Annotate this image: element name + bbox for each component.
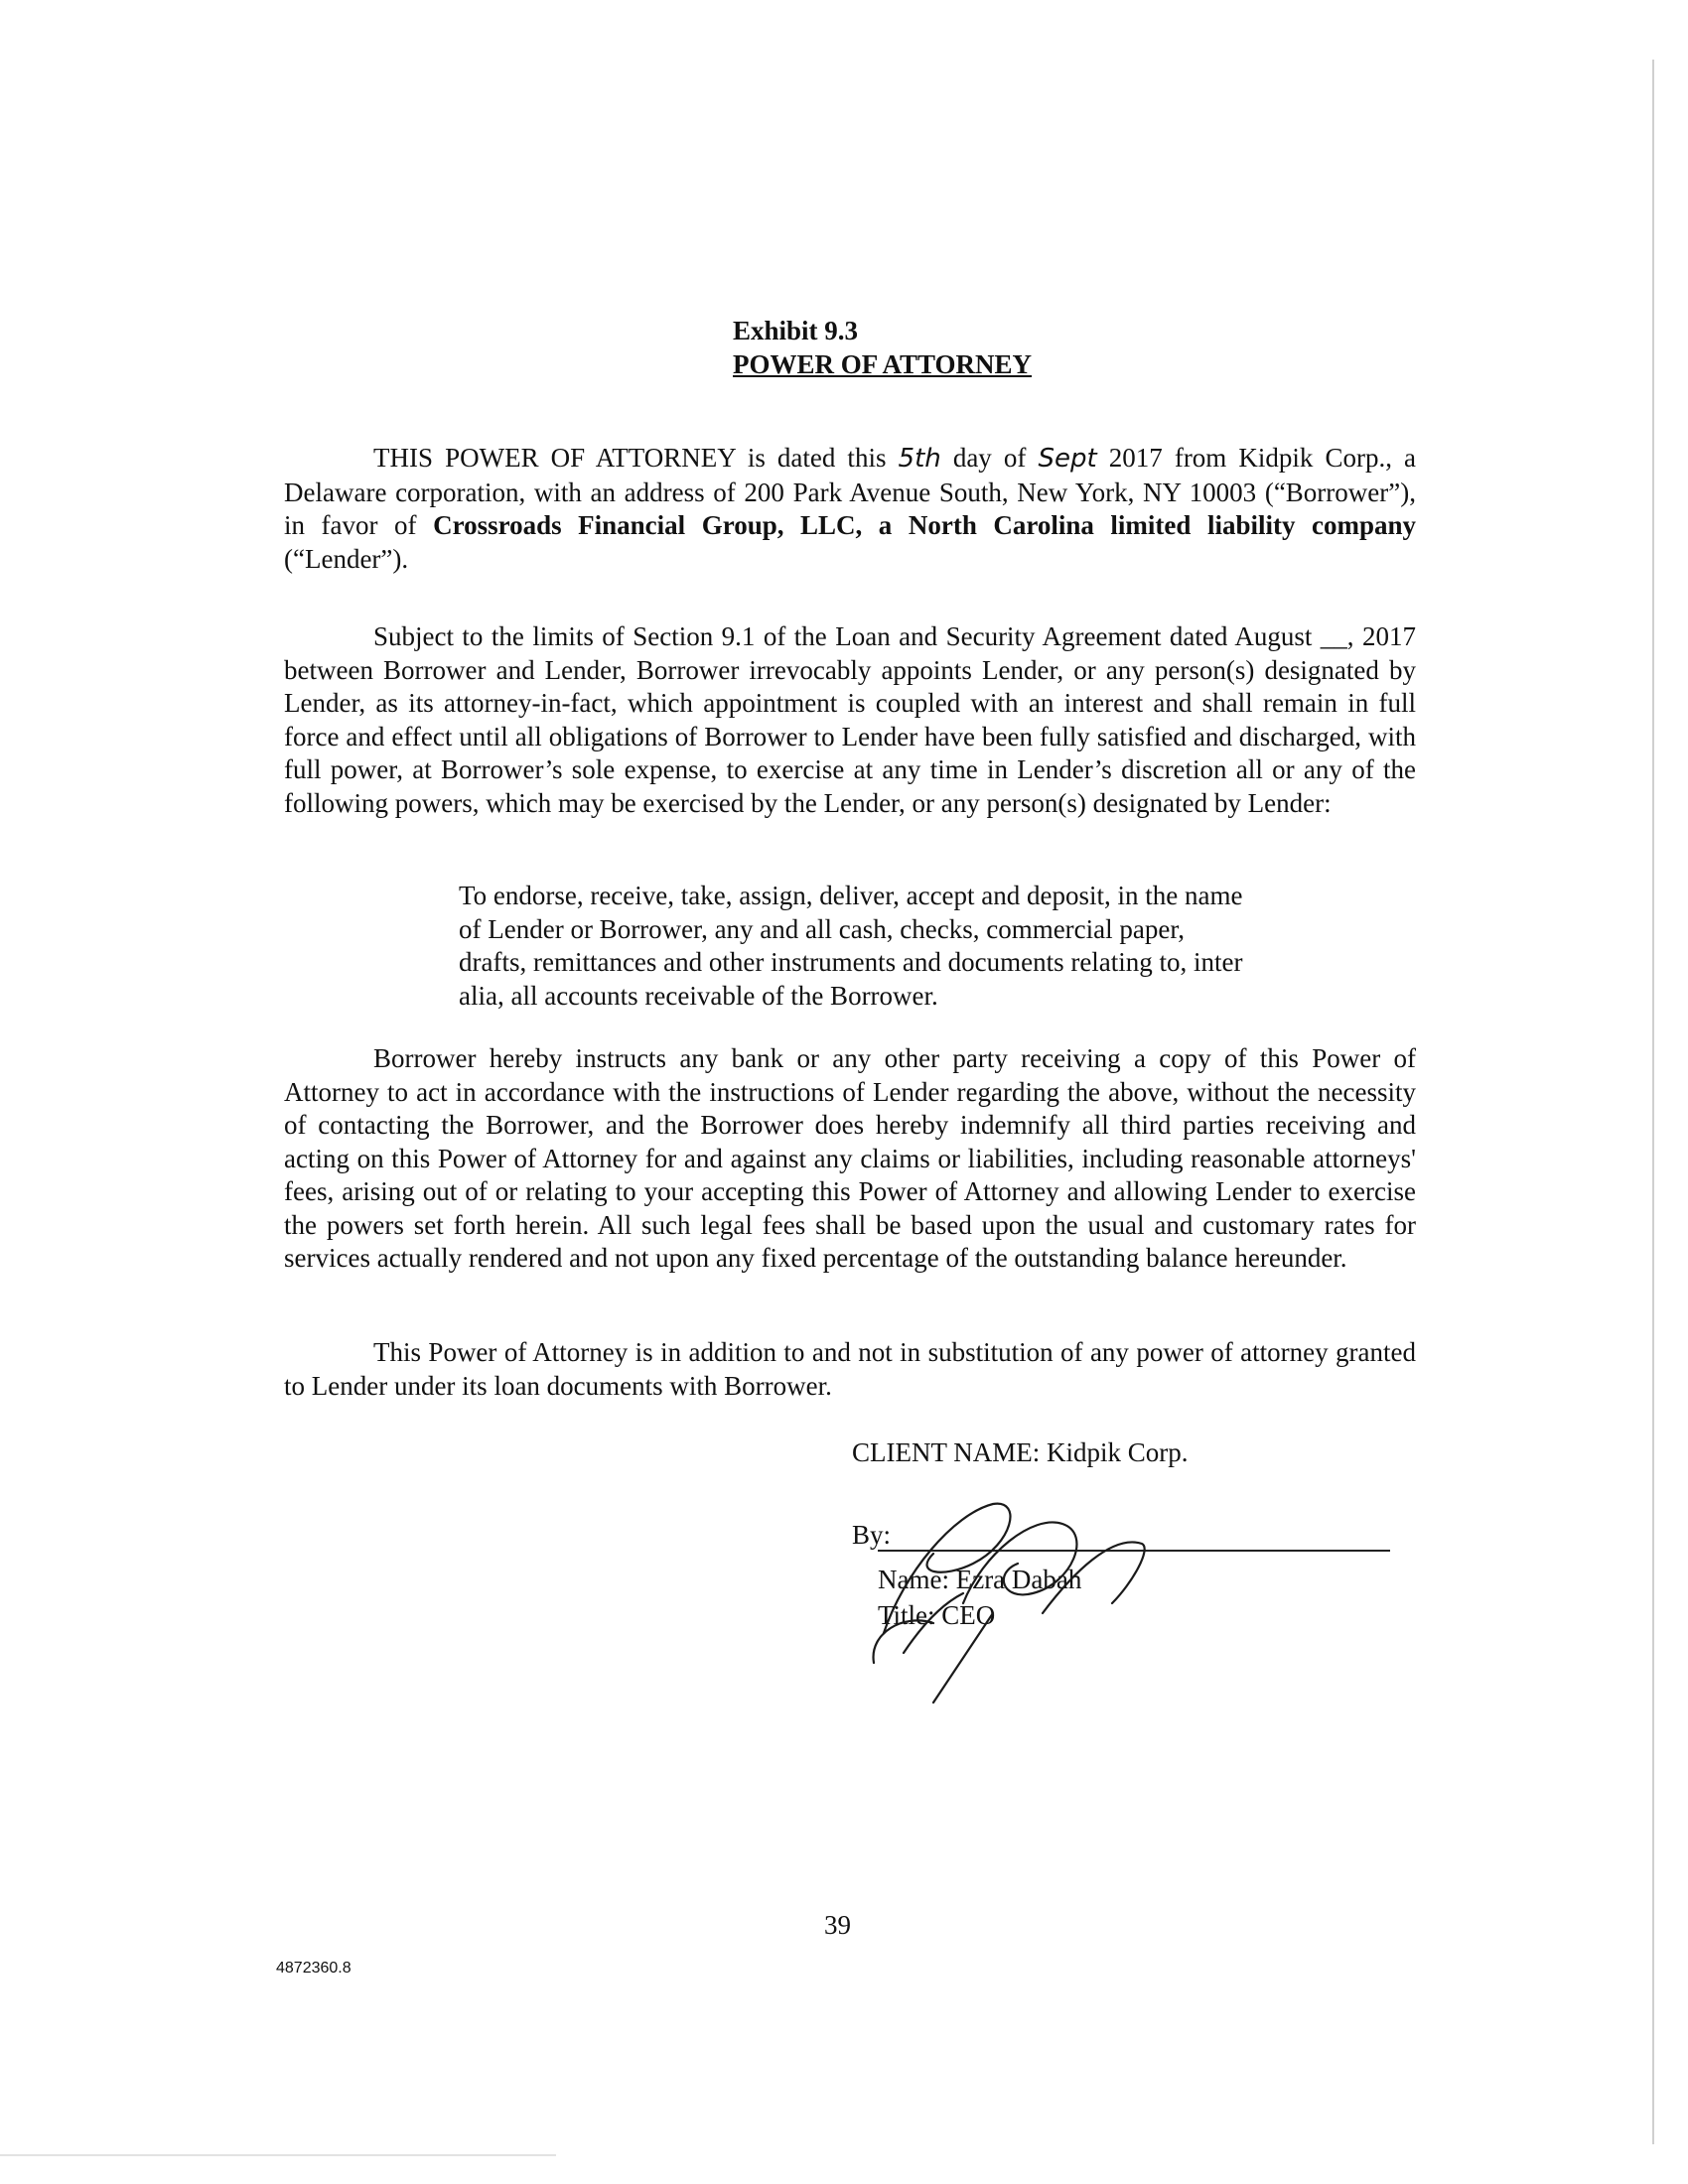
lender-name: Crossroads Financial Group, LLC, a North Carolina limited liability company — [433, 510, 1416, 540]
paragraph-4 — [284, 1336, 1416, 1403]
client-name-line: CLIENT NAME: Kidpik Corp. — [852, 1437, 1189, 1467]
exhibit-heading — [733, 314, 1032, 381]
signer-title: Title: CEO — [878, 1600, 996, 1630]
paragraph-3 — [284, 1042, 1416, 1276]
p2-text: Subject to the limits of Section 9.1 of the Loan and Security Agreement dated August __, 2017 between Borrower and Lender, Borrower irrevocably appoints Lender, or any person(s) designated by Lender, as its attorney-in-fact, which appointment is coupled with an interest and shall remain in full force and effect until all obligations of Borrower to Lender have been fully satisfied and discharged, with full power, at Borrower’s sole expense, to exercise at any time in Lender’s discretion all or any of the following powers, which may be exercised by the Lender, or any person(s) designated by Lender: — [284, 621, 1416, 818]
p1-end: (“Lender”). — [284, 543, 409, 574]
scan-edge-line — [1652, 60, 1654, 2144]
handwritten-signature — [844, 1454, 1182, 1712]
signer-name: Name: Ezra Dabah — [878, 1565, 1082, 1594]
document-id: 4872360.8 — [276, 1960, 352, 1977]
powers-block-quote: To endorse, receive, take, assign, deliver, accept and deposit, in the name of Lender or Borrower, any and all cash, checks, commercial paper, drafts, remittances and other instruments and documents relating to, inter alia, all accounts receivable of the Borrower. — [459, 881, 1243, 1011]
scan-bottom-line — [0, 2154, 556, 2156]
page-number: 39 — [824, 1910, 851, 1940]
p4-text: This Power of Attorney is in addition to and not in substitution of any power of attorney granted to Lender under its loan documents with Borrower. — [284, 1337, 1416, 1401]
p1-mid: day of — [952, 443, 1027, 473]
p1-tail: 2017 from Kidpik Corp., a Delaware corporation, with an address of 200 Park Avenue South, New York, NY 10003 (“Borrower”), in favor of — [284, 443, 1417, 540]
by-label: By: — [852, 1520, 892, 1550]
paragraph-2 — [284, 620, 1416, 820]
p3-text: Borrower hereby instructs any bank or any other party receiving a copy of this Power of Attorney to act in accordance with the instructions of Lender regarding the above, without the necessity of contacting the Borrower, and the Borrower does hereby indemnify all third parties receiving and acting on this Power of Attorney for and against any claims or liabilities, including reasonable attorneys' fees, arising out of or relating to your accepting this Power of Attorney and allowing Lender to exercise the powers set forth herein. All such legal fees shall be based upon the usual and customary rates for services actually rendered and not upon any fixed percentage of the outstanding balance hereunder. — [284, 1043, 1416, 1273]
paragraph-1 — [284, 442, 1416, 576]
document-title: POWER OF ATTORNEY — [733, 349, 1033, 379]
exhibit-label: Exhibit 9.3 — [733, 316, 859, 345]
p1-lead: THIS POWER OF ATTORNEY is dated this — [373, 443, 887, 473]
handwritten-month: Sept — [1038, 444, 1097, 474]
handwritten-day: 5th — [898, 444, 941, 474]
